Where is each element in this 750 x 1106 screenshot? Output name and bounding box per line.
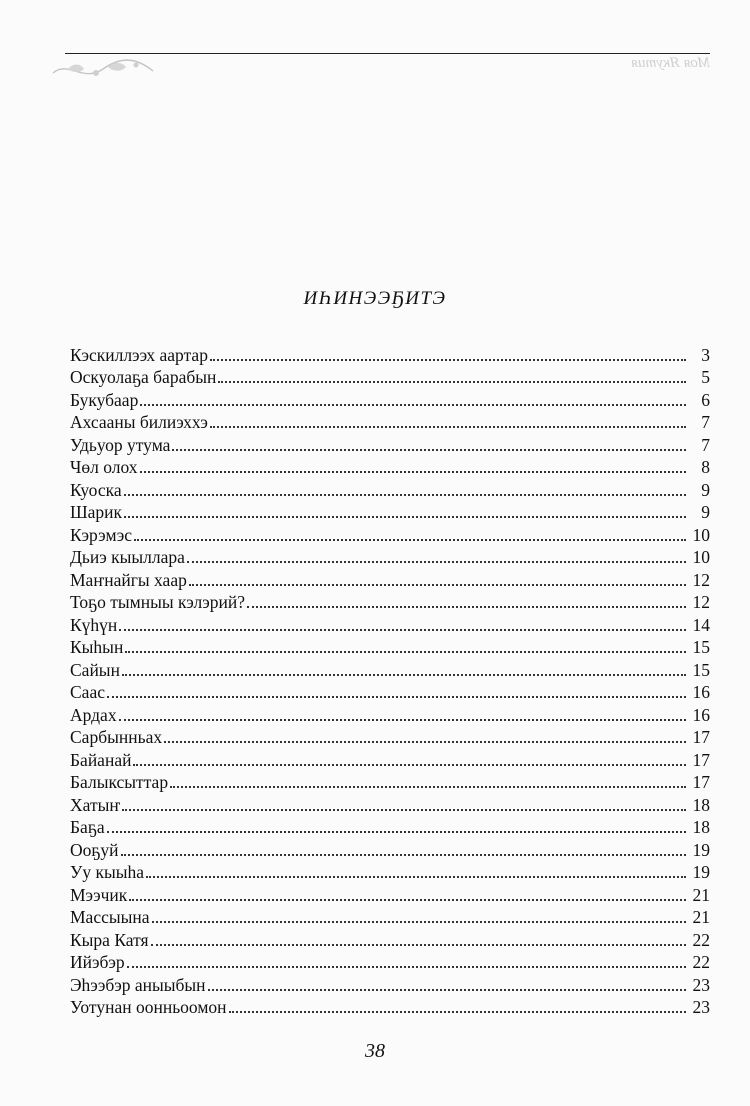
toc-entry-title: Букубаар (70, 389, 139, 410)
toc-entry-title: Кыра Катя (70, 929, 149, 950)
dot-leader (107, 831, 686, 833)
toc-entry-page: 9 (701, 479, 710, 500)
toc-entry-page: 7 (701, 434, 710, 455)
toc-entry-title: Чөл олох (70, 457, 138, 477)
toc-entry-page: 19 (692, 839, 710, 860)
toc-entry-page: 23 (692, 997, 710, 1017)
toc-entry (70, 703, 710, 726)
toc-entry (70, 748, 710, 771)
dot-leader (152, 921, 686, 923)
contents-title: ИҺИНЭЭҔИТЭ (303, 288, 447, 309)
toc-entry-page: 12 (692, 592, 710, 612)
toc-entry-page: 10 (692, 547, 710, 567)
toc-entry-title: Кэрэмэс (70, 524, 133, 545)
toc-entry (70, 546, 710, 569)
toc-entry-title: Шарик (70, 502, 123, 522)
toc-entry-title: Хатыҥ (70, 794, 121, 815)
toc-entry (70, 681, 710, 704)
dot-leader (151, 944, 686, 946)
dot-leader (119, 719, 686, 721)
toc-entry (70, 388, 710, 411)
running-head: Моя Якутия (630, 55, 710, 71)
toc-entry-title: Оскуолаҕа барабын (70, 367, 217, 387)
toc-entry-page: 6 (701, 389, 710, 410)
dot-leader (210, 426, 686, 428)
dot-leader (210, 359, 686, 361)
dot-leader (247, 606, 686, 608)
toc-entry (70, 771, 710, 794)
toc-entry-page: 17 (692, 727, 710, 747)
dot-leader (133, 764, 686, 766)
toc-entry-page: 17 (692, 749, 710, 770)
toc-entry-title: Баҕа (70, 817, 105, 837)
toc-entry (70, 816, 710, 839)
dot-leader (146, 876, 686, 878)
toc-entry-page: 21 (692, 884, 710, 905)
toc-entry (70, 928, 710, 951)
toc-entry-page: 18 (692, 817, 710, 837)
dot-leader (125, 651, 686, 653)
toc-entry-page: 23 (692, 974, 710, 995)
toc-entry-page: 22 (692, 929, 710, 950)
toc-entry-title: Мээчик (70, 884, 128, 905)
toc-entry-title: Уотунан оонньоомон (70, 997, 227, 1017)
toc-entry-title: Күһүн (70, 614, 118, 635)
toc-entry-title: Массыына (70, 907, 150, 927)
toc-entry-page: 18 (692, 794, 710, 815)
toc-entry-title: Ооҕуй (70, 839, 119, 860)
toc-entry-page: 10 (692, 524, 710, 545)
dot-leader (140, 404, 686, 406)
dot-leader (218, 381, 686, 383)
dot-leader (119, 629, 686, 631)
toc-entry-title: Ардах (70, 704, 117, 725)
dot-leader (164, 741, 686, 743)
toc-entry-page: 16 (692, 704, 710, 725)
toc-entry-title: Тоҕо тымныы кэлэрий? (70, 592, 245, 612)
dot-leader (122, 809, 686, 811)
dot-leader (124, 516, 686, 518)
toc-entry (70, 996, 710, 1019)
dot-leader (189, 584, 686, 586)
toc-entry-page: 5 (701, 367, 710, 387)
toc-entry-page: 9 (701, 502, 710, 522)
toc-entry-title: Сарбынньах (70, 727, 163, 747)
toc-entry-page: 15 (692, 637, 710, 657)
dot-leader (124, 494, 686, 496)
toc-entry (70, 568, 710, 591)
dot-leader (134, 539, 686, 541)
toc-entry-title: Байанай (70, 749, 132, 770)
toc-entry (70, 433, 710, 456)
toc-entry (70, 861, 710, 884)
toc-entry-page: 14 (692, 614, 710, 635)
toc-entry-page: 21 (692, 907, 710, 927)
toc-entry-title: Уу кыыһа (70, 862, 145, 882)
dot-leader (140, 471, 686, 473)
dot-leader (122, 674, 686, 676)
toc-entry-page: 8 (701, 457, 710, 477)
toc-entry-title: Ийэбэр (70, 952, 125, 972)
toc-entry-page: 22 (692, 952, 710, 972)
toc-entry-title: Эһээбэр аныыбын (70, 974, 206, 995)
toc-entry (70, 951, 710, 974)
toc-entry (70, 973, 710, 996)
toc-entry (70, 456, 710, 479)
toc-entry (70, 658, 710, 681)
page-number: 38 (365, 1040, 385, 1062)
dot-leader (208, 989, 686, 991)
toc-entry-page: 16 (692, 682, 710, 702)
toc-entry-title: Балыксыттар (70, 772, 169, 792)
dot-leader (170, 786, 686, 788)
toc-entry (70, 478, 710, 501)
toc-entry-title: Кыһын (70, 637, 124, 657)
toc-entry-title: Удьуор утума (70, 434, 171, 455)
toc-entry-page: 12 (692, 569, 710, 590)
toc-entry (70, 726, 710, 749)
toc-entry-title: Саас (70, 682, 105, 702)
toc-entry-page: 17 (692, 772, 710, 792)
dot-leader (229, 1011, 686, 1013)
toc-entry-page: 15 (692, 659, 710, 680)
toc-entry-title: Кэскиллээх аартар (70, 344, 208, 365)
toc-entry-page: 3 (701, 344, 710, 365)
toc-entry (70, 366, 710, 389)
toc-entry-page: 19 (692, 862, 710, 882)
toc-entry-title: Ахсааны билиэххэ (70, 412, 208, 432)
toc-entry (70, 591, 710, 614)
toc-entry (70, 838, 710, 861)
toc-entry (70, 883, 710, 906)
dot-leader (127, 966, 686, 968)
toc-entry (70, 523, 710, 546)
dot-leader (121, 854, 686, 856)
toc-entry (70, 636, 710, 659)
dot-leader (107, 696, 686, 698)
dot-leader (187, 561, 686, 563)
toc-entry-title: Сайын (70, 659, 120, 680)
dot-leader (172, 449, 686, 451)
toc-entry (70, 501, 710, 524)
floral-ornament-icon (48, 55, 158, 85)
toc-entry-title: Куоска (70, 479, 122, 500)
toc-entry-title: Дьиэ кыыллара (70, 547, 185, 567)
toc-entry-title: Маҥнайгы хаар (70, 569, 187, 590)
dot-leader (129, 899, 686, 901)
table-of-contents (70, 343, 710, 1018)
toc-entry (70, 906, 710, 929)
toc-entry (70, 343, 710, 366)
toc-entry (70, 793, 710, 816)
toc-entry-page: 7 (701, 412, 710, 432)
header-rule (65, 53, 710, 54)
toc-entry (70, 613, 710, 636)
toc-entry (70, 411, 710, 434)
